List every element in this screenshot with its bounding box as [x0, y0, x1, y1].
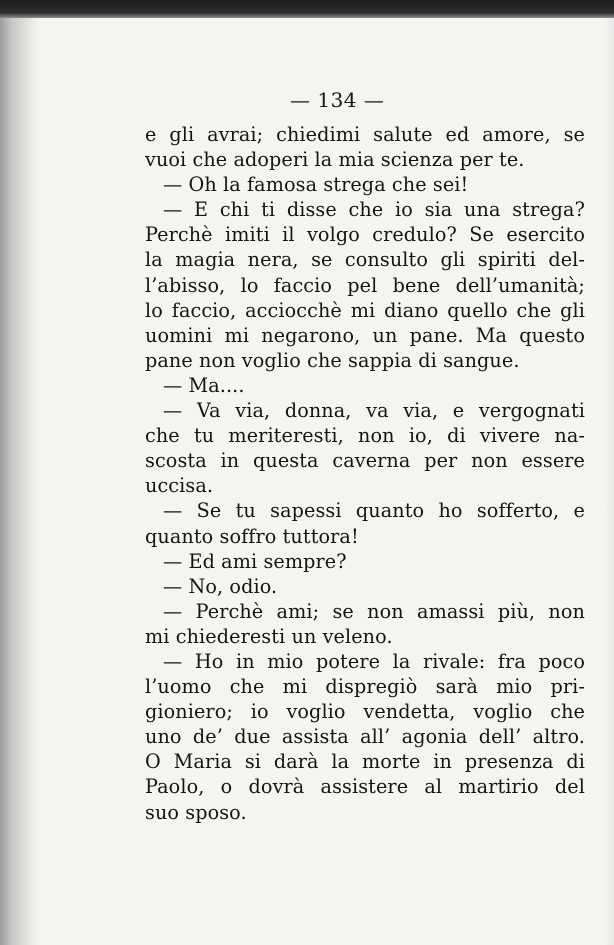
text-line: vuoi che adoperi la mia scienza per te. [145, 148, 525, 172]
text-line: uomini mi negarono, un pane. Ma questo [145, 323, 585, 347]
page-number-header: — 134 — [290, 88, 385, 112]
text-line: O Maria si darà la morte in presenza di [145, 750, 585, 774]
text-line: — No, odio. [163, 574, 278, 598]
text-line: uccisa. [145, 474, 214, 498]
text-line: — Ho in mio potere la rivale: fra poco [163, 649, 585, 673]
text-line: — Oh la famosa strega che sei! [163, 173, 469, 197]
text-line: suo sposo. [145, 800, 247, 824]
text-line: — Va via, donna, va via, e vergognati [163, 399, 585, 423]
page-right-edge [604, 18, 614, 945]
text-line: che tu meriteresti, non io, di vivere na- [145, 424, 585, 448]
text-line: mi chiederesti un veleno. [145, 624, 393, 648]
text-line: pane non voglio che sappia di sangue. [145, 348, 520, 372]
text-line: scosta in questa caverna per non essere [145, 449, 585, 473]
text-line: l’abisso, lo faccio pel bene dell’umanità; [145, 273, 585, 297]
text-line: gioniero; io voglio vendetta, voglio che [145, 700, 585, 724]
text-line: Paolo, o dovrà assistere al martirio del [145, 775, 585, 799]
text-line: — Ed ami sempre? [163, 549, 347, 573]
text-line: e gli avrai; chiedimi salute ed amore, se [145, 123, 585, 146]
text-line: l’uomo che mi dispregiò sarà mio pri- [145, 675, 585, 699]
text-line: uno de’ due assista all’ agonia dell’ altro. [145, 725, 585, 749]
page-spine-shadow [0, 18, 38, 945]
scan-top-border [0, 0, 614, 18]
page-text [145, 122, 585, 825]
text-line: Perchè imiti il volgo credulo? Se esercito [145, 223, 585, 247]
text-line: — Ma.... [163, 373, 245, 397]
text-line: — Perchè ami; se non amassi più, non [163, 599, 585, 623]
text-line: la magia nera, se consulto gli spiriti del- [145, 248, 585, 272]
text-line: quanto soffro tuttora! [145, 524, 359, 548]
text-line: lo faccio, acciocchè mi diano quello che gli [145, 298, 585, 322]
text-line: — Se tu sapessi quanto ho sofferto, e [163, 499, 585, 523]
text-line: — E chi ti disse che io sia una strega? [163, 198, 585, 222]
